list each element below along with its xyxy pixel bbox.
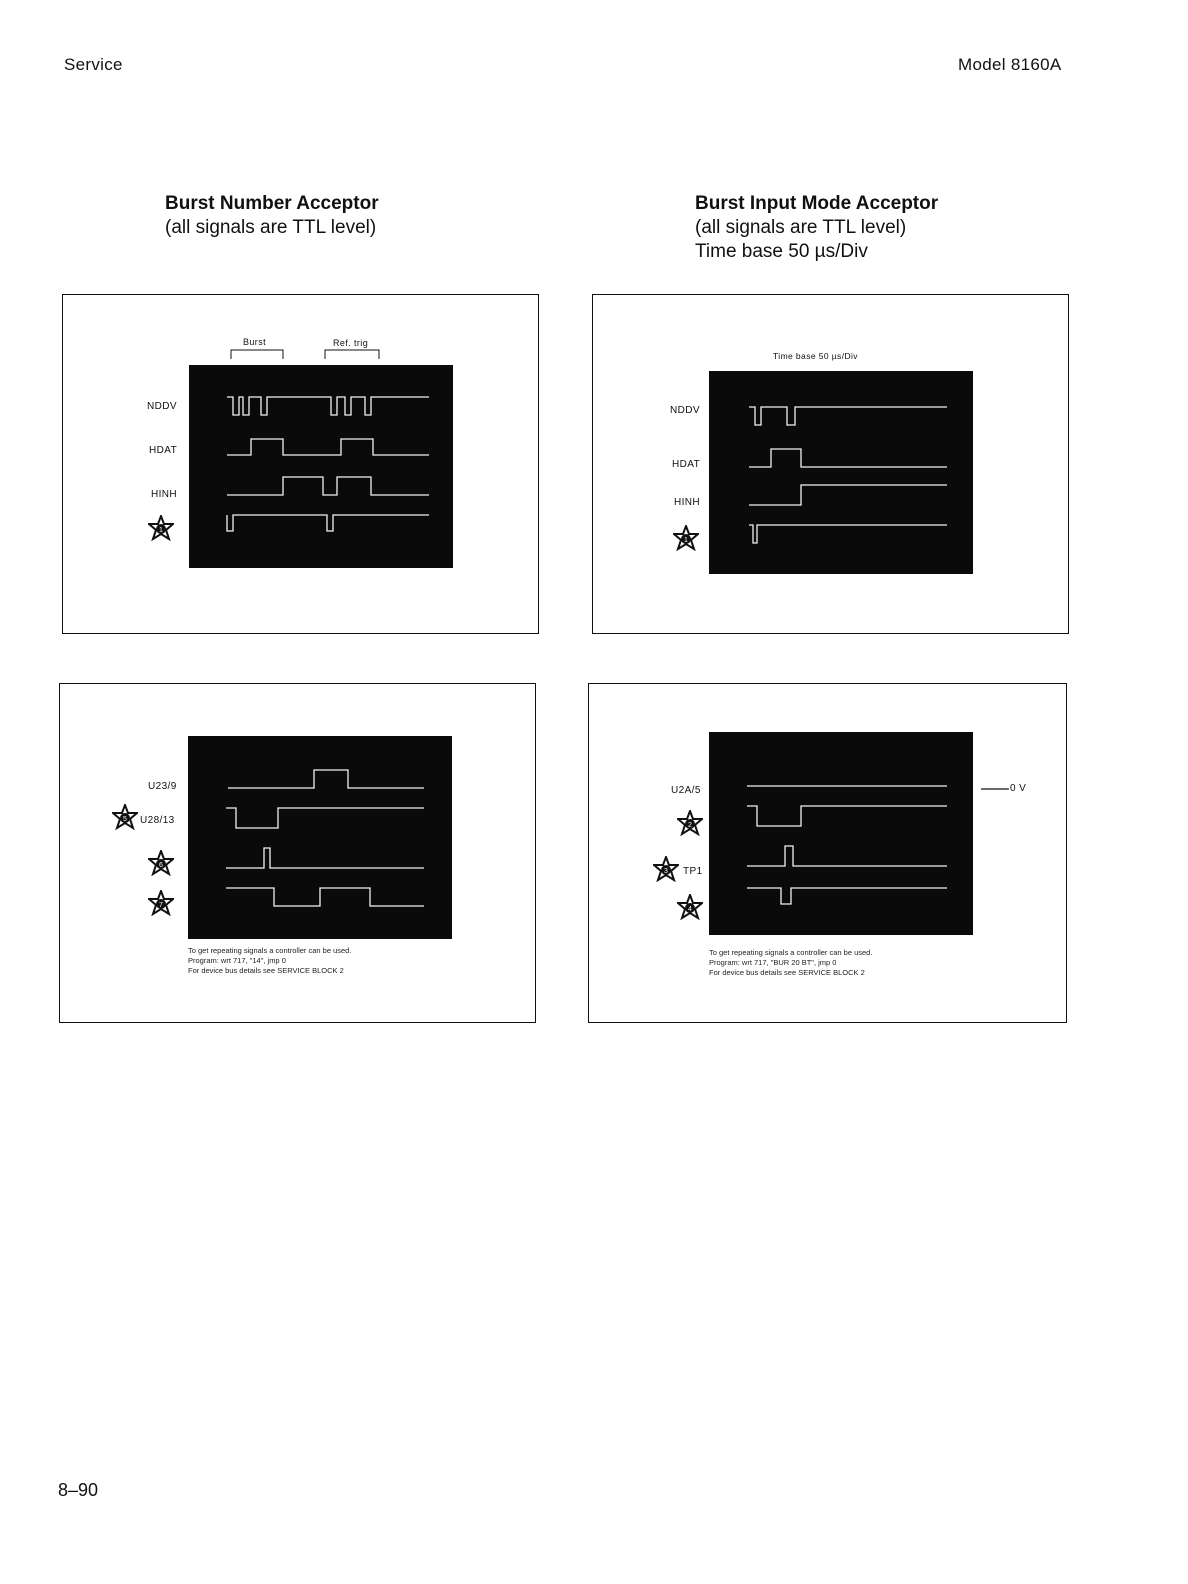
signal-label-nddv: NDDV: [670, 405, 700, 416]
waveforms: [709, 371, 973, 574]
header-model: Model 8160A: [958, 55, 1062, 74]
note-line: For device bus details see SERVICE BLOCK 2: [709, 968, 865, 977]
waveforms: [709, 732, 973, 935]
star-number: 1: [684, 537, 688, 544]
oscilloscope-screen: [189, 365, 453, 568]
signal-label-hinh: HINH: [674, 497, 701, 508]
oscilloscope-screen: [709, 732, 973, 935]
testpoint-star-icon: [148, 850, 174, 876]
testpoint-star-icon: [677, 894, 703, 920]
signal-label-tp1: TP1: [683, 866, 703, 877]
page-number: 8–90: [58, 1480, 99, 1500]
waveforms: [188, 736, 452, 939]
note-line: To get repeating signals a controller can be used.: [709, 948, 873, 957]
right-title-subheading: (all signals are TTL level): [695, 217, 907, 238]
waveforms: [189, 365, 453, 568]
right-title-heading: Burst Input Mode Acceptor: [695, 193, 939, 214]
signal-label-u23-9: U23/9: [148, 781, 177, 792]
signal-label-hdat: HDAT: [149, 445, 178, 456]
signal-label-u2a-5: U2A/5: [671, 785, 701, 796]
zero-volt-reference-line: [981, 786, 1011, 792]
star-number: 2: [688, 822, 692, 829]
oscilloscope-screen: [188, 736, 452, 939]
left-title: [165, 192, 379, 240]
testpoint-star-icon: [112, 804, 138, 830]
signal-label-hinh: HINH: [151, 489, 178, 500]
star-number: 1: [159, 527, 163, 534]
testpoint-star-icon: [148, 515, 174, 541]
controller-note: [709, 948, 872, 978]
signal-label-hdat: HDAT: [672, 459, 701, 470]
testpoint-star-icon: [148, 890, 174, 916]
signal-label-nddv: NDDV: [147, 401, 177, 412]
testpoint-star-icon: [673, 525, 699, 551]
header-section: Service: [64, 55, 123, 74]
bracket-lines: [223, 347, 393, 361]
left-title-subheading: (all signals are TTL level): [165, 217, 377, 238]
note-line: Program: wrt 717, "BUR 20 BT", jmp 0: [709, 958, 837, 967]
testpoint-star-icon: [653, 856, 679, 882]
bracket-burst-label: Burst: [243, 337, 267, 347]
signal-label-u28-13: U28/13: [140, 815, 175, 826]
panel-burst-number-acceptor: [62, 294, 539, 634]
note-line: To get repeating signals a controller can be used.: [188, 946, 352, 955]
zero-volt-label: 0 V: [1010, 783, 1027, 794]
star-number: 4: [688, 906, 692, 913]
testpoint-star-icon: [677, 810, 703, 836]
left-title-heading: Burst Number Acceptor: [165, 193, 379, 214]
star-number: 7: [159, 902, 163, 909]
panel-burst-number-signals: [59, 683, 536, 1023]
star-number: 3: [664, 868, 668, 875]
panel-burst-input-mode-signals: [588, 683, 1067, 1023]
right-title: [695, 192, 938, 264]
star-number: 6: [159, 862, 163, 869]
bracket-reftrig-label: Ref. trig: [333, 338, 369, 348]
controller-note: [188, 946, 351, 976]
note-line: For device bus details see SERVICE BLOCK 2: [188, 966, 344, 975]
timebase-caption: Time base 50 µs/Div: [773, 351, 858, 361]
right-title-timebase: Time base 50 µs/Div: [695, 241, 868, 262]
star-number: 5: [123, 816, 127, 823]
oscilloscope-screen: [709, 371, 973, 574]
panel-burst-input-mode-acceptor: [592, 294, 1069, 634]
note-line: Program: wrt 717, "14", jmp 0: [188, 956, 286, 965]
